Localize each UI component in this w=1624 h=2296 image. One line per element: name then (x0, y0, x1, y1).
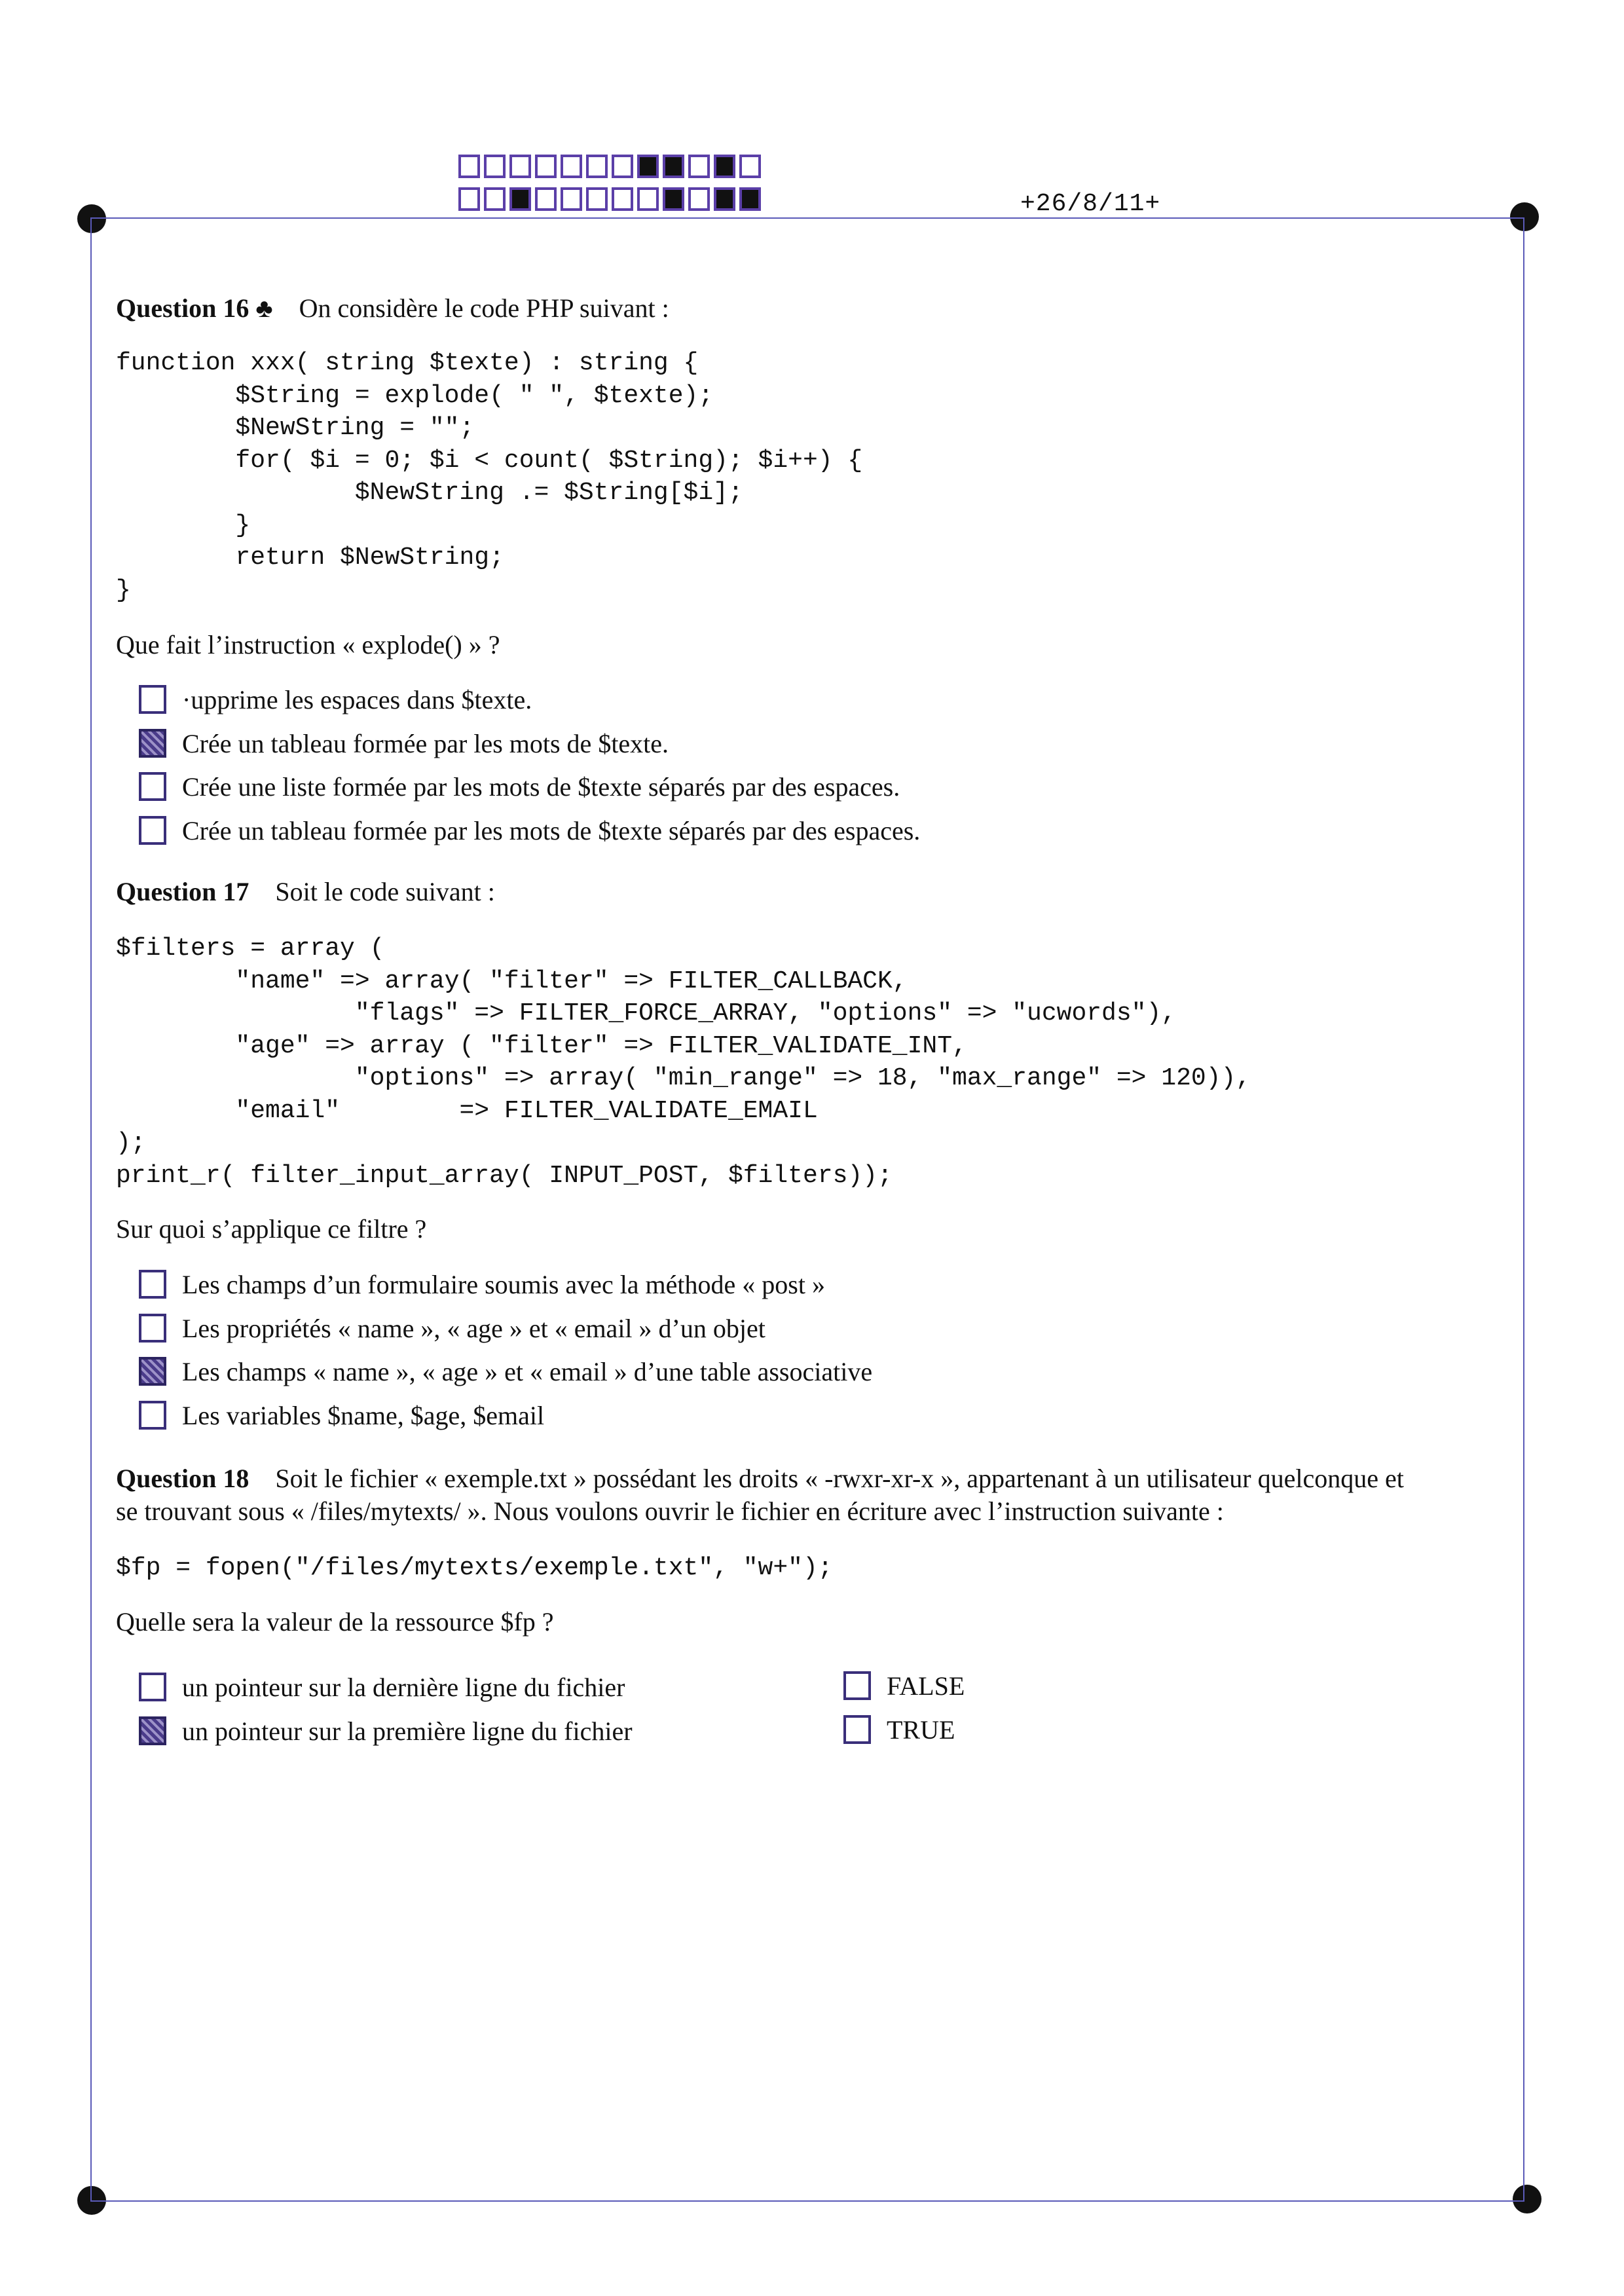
empty-code-box (612, 187, 633, 211)
checkbox[interactable] (139, 1270, 166, 1299)
question-18-label: Question 18 (116, 1464, 249, 1493)
q16-answer-4[interactable] (139, 812, 920, 849)
question-17-prompt: Sur quoi s’applique ce filtre ? (116, 1214, 427, 1244)
question-16-code: function xxx( string $texte) : string { $String = explode( " ", $texte); $NewString = ""; for( $i = 0; $i < count( $String); $i++) { $NewString .= $String[$i]; } return $NewString; } (116, 349, 863, 604)
question-16-prompt: Que fait l’instruction « explode() » ? (116, 630, 500, 659)
empty-code-box (458, 187, 480, 211)
q16-answer-3[interactable] (139, 768, 900, 805)
checkbox[interactable] (139, 1314, 166, 1342)
filled-code-box (714, 155, 735, 178)
q16-answer-1[interactable] (139, 681, 532, 718)
empty-code-box (484, 155, 506, 178)
answer-label: FALSE (887, 1671, 965, 1701)
answer-label: Les champs « name », « age » et « email » d’une table associative (182, 1356, 873, 1386)
filled-code-box (663, 155, 684, 178)
answer-label: Crée une liste formée par les mots de $texte séparés par des espaces. (182, 771, 900, 802)
empty-code-box (458, 155, 480, 178)
question-17-heading (116, 876, 495, 908)
checkbox[interactable] (139, 729, 166, 758)
q17-answer-3[interactable] (139, 1353, 872, 1390)
answer-label: Les champs d’un formulaire soumis avec la méthode « post » (182, 1269, 825, 1299)
q18-answer-3[interactable] (843, 1667, 965, 1704)
binary-code-row-2 (458, 187, 765, 211)
question-18-intro-line-1: Soit le fichier « exemple.txt » possédant les droits « -rwxr-xr-x », appartenant à un utilisateur quelconque et (275, 1464, 1404, 1493)
checkbox[interactable] (843, 1671, 871, 1700)
answer-label: Crée un tableau formée par les mots de $texte séparés par des espaces. (182, 815, 921, 845)
answer-label: ·upprime les espaces dans $texte. (182, 684, 532, 714)
checkbox[interactable] (139, 772, 166, 801)
question-16-label: Question 16 ♣ (116, 293, 273, 323)
empty-code-box (586, 187, 608, 211)
q16-answer-2[interactable] (139, 725, 669, 762)
empty-code-box (688, 187, 710, 211)
q17-answer-4[interactable] (139, 1397, 544, 1434)
q18-answer-1[interactable] (139, 1669, 625, 1705)
empty-code-box (688, 155, 710, 178)
checkbox[interactable] (139, 1673, 166, 1701)
binary-code-row-1 (458, 155, 765, 178)
answer-label: Les propriétés « name », « age » et « email » d’un objet (182, 1313, 766, 1343)
q18-answer-4[interactable] (843, 1711, 955, 1748)
question-16-heading (116, 292, 669, 325)
page-id-code: +26/8/11+ (1020, 190, 1161, 218)
empty-code-box (739, 155, 761, 178)
question-18-heading (116, 1462, 1404, 1495)
question-18-prompt: Quelle sera la valeur de la ressource $fp ? (116, 1607, 554, 1637)
answer-label: un pointeur sur la dernière ligne du fichier (182, 1672, 625, 1702)
filled-code-box (714, 187, 735, 211)
question-17-intro: Soit le code suivant : (275, 877, 495, 906)
checkbox[interactable] (139, 1716, 166, 1745)
question-16-intro: On considère le code PHP suivant : (299, 293, 669, 323)
answer-label: TRUE (887, 1714, 955, 1745)
empty-code-box (535, 155, 557, 178)
empty-code-box (612, 155, 633, 178)
empty-code-box (484, 187, 506, 211)
empty-code-box (586, 155, 608, 178)
checkbox[interactable] (139, 1401, 166, 1430)
question-17-code: $filters = array ( "name" => array( "filter" => FILTER_CALLBACK, "flags" => FILTER_FORCE_ARRAY, "options" => "ucwords"), "age" => array ( "filter" => FILTER_VALIDATE_INT, "options" => array( "min_range" => 18, "max_range" => 120)), "email" => FILTER_VALIDATE_EMAIL ); print_r( filter_input_array( INPUT_POST, $filters)); (116, 935, 1251, 1190)
checkbox[interactable] (139, 816, 166, 845)
checkbox[interactable] (843, 1715, 871, 1744)
answer-label: Les variables $name, $age, $email (182, 1400, 545, 1430)
question-18-intro-line-2: se trouvant sous « /files/mytexts/ ». Nous voulons ouvrir le fichier en écriture avec l’instruction suivante : (116, 1496, 1224, 1526)
checkbox[interactable] (139, 685, 166, 714)
checkbox[interactable] (139, 1357, 166, 1386)
empty-code-box (535, 187, 557, 211)
q17-answer-2[interactable] (139, 1310, 766, 1346)
filled-code-box (663, 187, 684, 211)
empty-code-box (509, 155, 531, 178)
answer-label: Crée un tableau formée par les mots de $texte. (182, 728, 669, 758)
question-17-label: Question 17 (116, 877, 249, 906)
q17-answer-1[interactable] (139, 1266, 825, 1303)
empty-code-box (561, 155, 582, 178)
answer-label: un pointeur sur la première ligne du fichier (182, 1716, 633, 1746)
question-18-code: $fp = fopen("/files/mytexts/exemple.txt", "w+"); (116, 1554, 833, 1582)
q18-answer-2[interactable] (139, 1713, 633, 1749)
filled-code-box (509, 187, 531, 211)
empty-code-box (637, 187, 659, 211)
filled-code-box (739, 187, 761, 211)
filled-code-box (637, 155, 659, 178)
empty-code-box (561, 187, 582, 211)
